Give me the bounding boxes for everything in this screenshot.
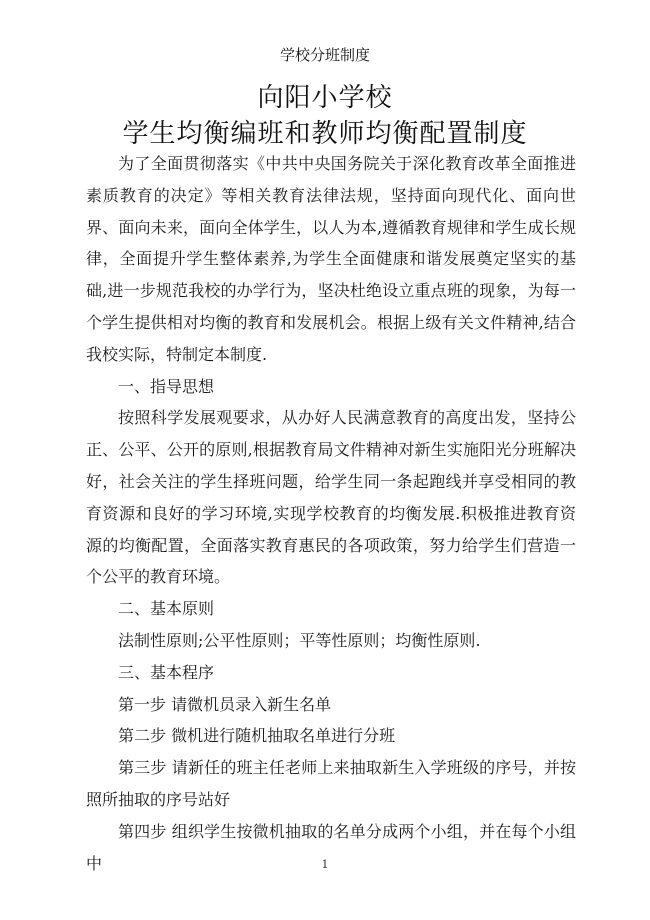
procedure-step-1: 第一步 请微机员录入新生名单	[118, 694, 332, 714]
page-header-title: 学校分班制度	[279, 46, 370, 64]
procedure-step-2: 第二步 微机进行随机抽取名单进行分班	[118, 726, 396, 746]
school-name-title: 向阳小学校	[257, 83, 393, 113]
guiding-thought-paragraph: 按照科学发展观要求，从办好人民满意教育的高度出发，坚持公正、公平、公开的原则,根据教育局文件精神对新生实施阳光分班解决好，社会关注的学生择班问题，给学生同一条起跑线并享受相同的教育资源和良好的学习环境,实现学校教育的均衡发展.积极推进教育资源的均衡配置，全面落实教育惠民的各项政策，努力给学生们营造一个公平的教育环境。	[86, 408, 576, 587]
section-heading-basic-procedure: 三、基本程序	[118, 662, 215, 682]
procedure-step-3: 第三步 请新任的班主任老师上来抽取新生入学班级的序号，并按照所抽取的序号站好	[86, 758, 576, 809]
document-body	[86, 148, 576, 879]
section-heading-guiding-thought: 一、指导思想	[118, 376, 215, 396]
page-number: 1	[321, 858, 329, 871]
policy-title: 学生均衡编班和教师均衡配置制度	[122, 119, 528, 149]
document-title	[0, 80, 650, 152]
basic-principles-paragraph: 法制性原则;公平性原则；平等性原则；均衡性原则.	[118, 630, 481, 650]
intro-paragraph: 为了全面贯彻落实《中共中央国务院关于深化教育改革全面推进素质教育的决定》等相关教育法律法规，坚持面向现代化、面向世界、面向未来，面向全体学生，以人为本,遵循教育规律和学生成长规律，全面提升学生整体素养,为学生全面健康和谐发展奠定坚实的基础,进一步规范我校的办学行为，坚决杜绝设立重点班的现象，为每一个学生提供相对均衡的教育和发展机会。根据上级有关文件精神,结合我校实际，特制定本制度.	[86, 154, 576, 364]
procedure-step-4: 第四步 组织学生按微机抽取的名单分成两个小组，并在每个小组中	[86, 821, 576, 873]
section-heading-basic-principles: 二、基本原则	[118, 599, 215, 619]
